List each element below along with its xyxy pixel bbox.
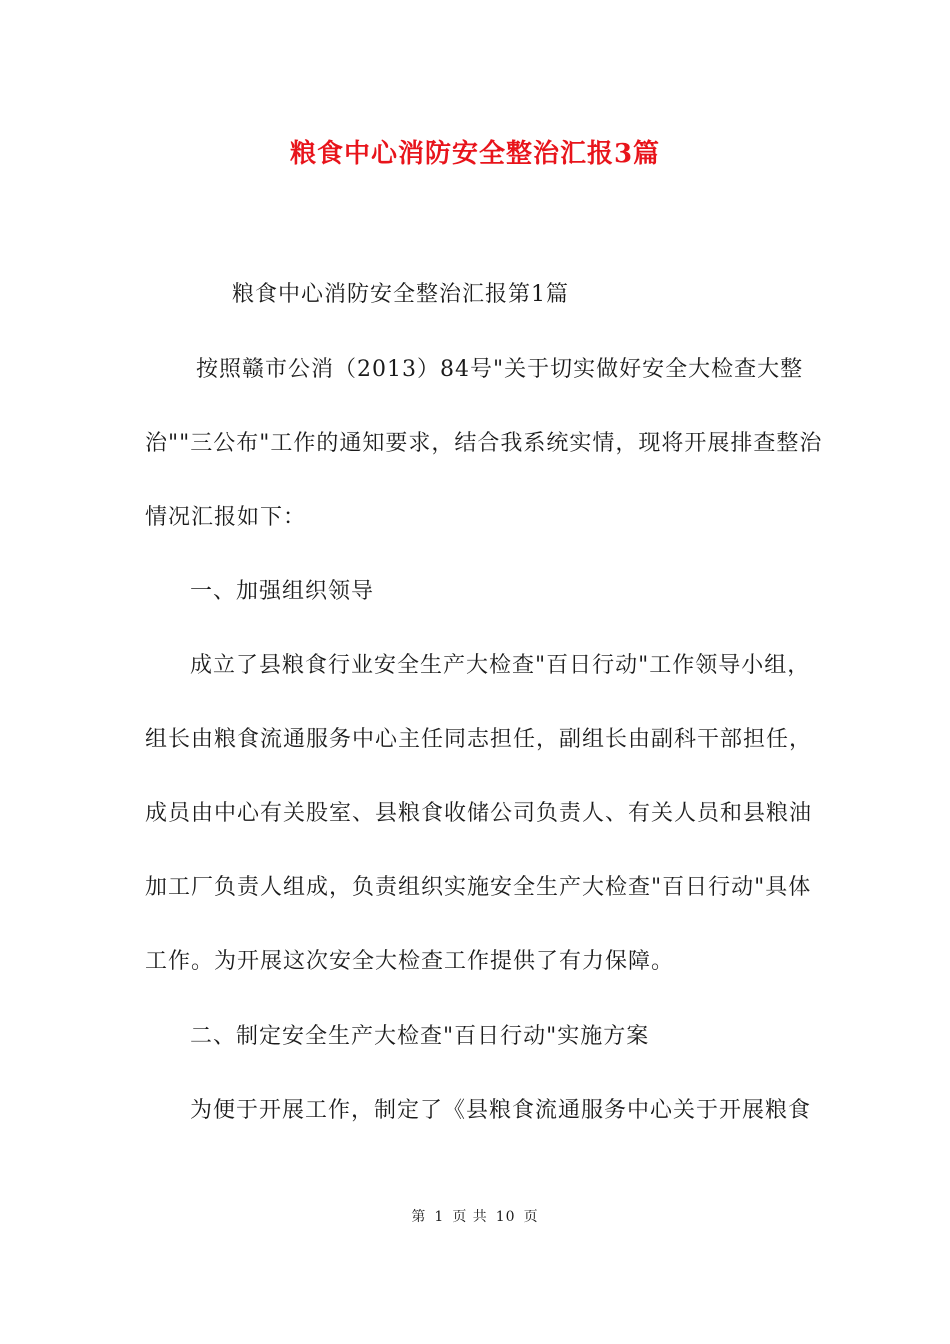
paragraph-line: 成员由中心有关股室、县粮食收储公司负责人、有关人员和县粮油	[145, 801, 813, 826]
section-heading-1: 一、加强组织领导	[190, 579, 375, 604]
paragraph-line: 加工厂负责人组成，负责组织实施安全生产大检查"百日行动"具体	[145, 875, 812, 900]
section-heading-part1: 粮食中心消防安全整治汇报第1篇	[232, 282, 569, 307]
paragraph-line: 情况汇报如下：	[145, 505, 307, 530]
paragraph-line: 成立了县粮食行业安全生产大检查"百日行动"工作领导小组，	[190, 653, 811, 678]
paragraph-line: 为便于开展工作，制定了《县粮食流通服务中心关于开展粮食	[190, 1098, 812, 1123]
section-heading-2: 二、制定安全生产大检查"百日行动"实施方案	[190, 1024, 650, 1049]
document-title: 粮食中心消防安全整治汇报3篇	[289, 139, 661, 169]
paragraph-line: 组长由粮食流通服务中心主任同志担任，副组长由副科干部担任，	[145, 727, 813, 752]
page-footer	[0, 1207, 950, 1227]
paragraph-line: 治""三公布"工作的通知要求，结合我系统实情，现将开展排查整治	[145, 431, 823, 456]
page-label-suffix: 页	[523, 1209, 539, 1225]
total-pages-number: 10	[495, 1209, 516, 1225]
paragraph-line: 按照赣市公消（2013）84号"关于切实做好安全大检查大整	[196, 357, 804, 382]
page-label-mid: 页 共	[452, 1209, 488, 1225]
page-label-prefix: 第	[411, 1209, 427, 1225]
paragraph-line: 工作。为开展这次安全大检查工作提供了有力保障。	[145, 949, 675, 974]
current-page-number: 1	[434, 1209, 445, 1225]
